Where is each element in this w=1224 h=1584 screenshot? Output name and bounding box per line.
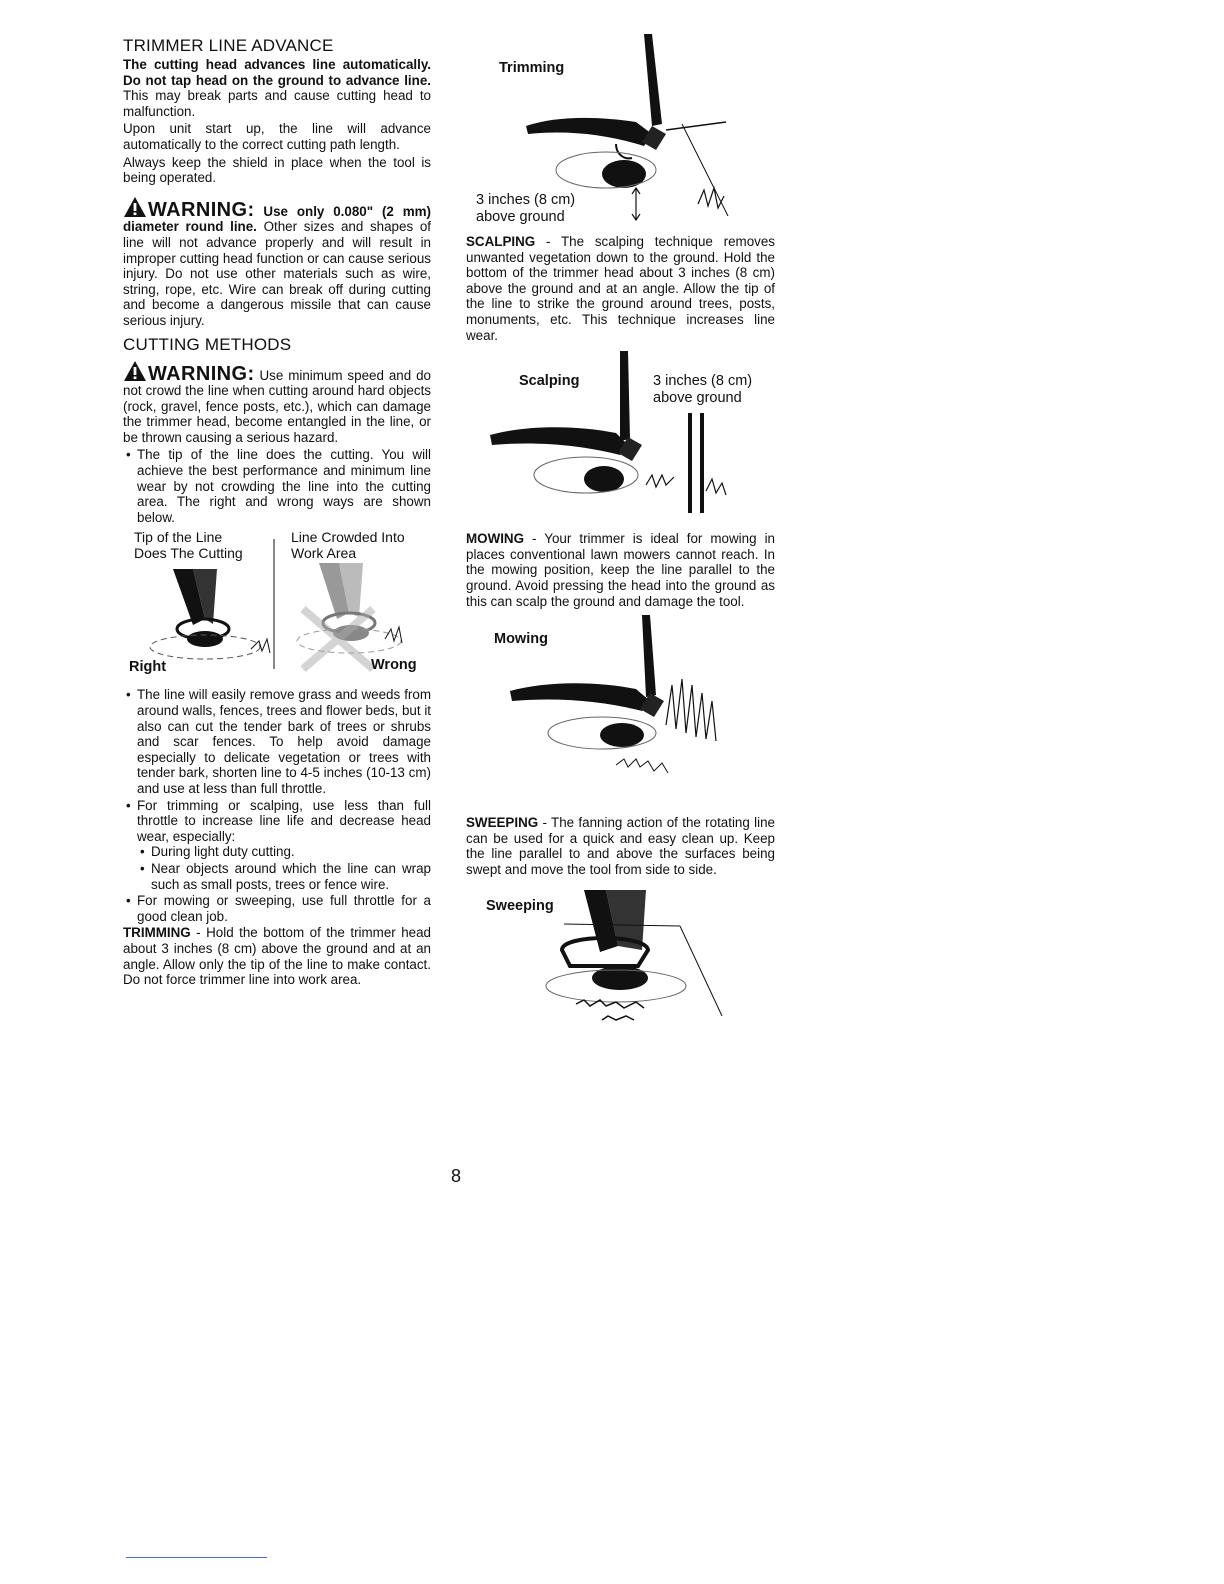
figure-label-mowing: Mowing — [494, 631, 548, 648]
advance-rest-text: This may break parts and cause cutting head to malfunction. — [123, 88, 431, 119]
warning-line-size — [123, 196, 431, 329]
scalping-text: - The scalping technique removes unwanted vegetation down to the ground. Hold the bottom of the trimmer head about 3 inches (8 cm) above the ground and at an angle. Allow the tip of the line to strike the ground around trees, posts, monuments, etc. This technique increases line wear. — [466, 234, 775, 343]
string-trimmer-icon — [510, 615, 716, 773]
sub-list-item: • During light duty cutting. — [137, 844, 431, 860]
page-number: 8 — [451, 1166, 462, 1186]
caption-line: Tip of the Line — [134, 529, 223, 546]
left-column — [123, 36, 431, 990]
trimmer-head-right-icon — [150, 569, 270, 659]
warning-label: WARNING: — [148, 198, 255, 221]
figure-scalping — [466, 351, 775, 527]
mowing-illustration — [466, 615, 775, 811]
paragraph-advance-warning — [123, 57, 431, 119]
advance-bold-text: The cutting head advances line automatically. Do not tap head on the ground to advance line. — [123, 57, 431, 88]
paragraph-sweeping — [466, 815, 775, 877]
wrong-label: Wrong — [371, 657, 417, 674]
mowing-text: - Your trimmer is ideal for mowing in places conventional lawn mowers cannot reach. In the mowing position, keep the line parallel to the ground. Avoid pressing the head into the ground as this can scalp the ground and damage the tool. — [466, 531, 775, 609]
warning-bold-text: Use only 0.080" (2 mm) diameter round line. — [123, 203, 431, 235]
warning-triangle-icon — [123, 360, 147, 382]
right-label: Right — [129, 659, 167, 676]
figure-label-scalping: Scalping — [519, 373, 580, 390]
section-title-cutting-methods: CUTTING METHODS — [123, 334, 292, 354]
string-trimmer-icon — [546, 890, 722, 1020]
trimming-text: - Hold the bottom of the trimmer head about 3 inches (8 cm) above the ground and at an angle. Allow only the tip of the line to make contact. Do not force trimmer line into work area. — [123, 925, 431, 988]
figure-mowing — [466, 615, 775, 811]
right-column — [466, 34, 775, 1060]
caption-line: Work Area — [291, 545, 357, 562]
paragraph-shield: Always keep the shield in place when the tool is being operated. — [123, 154, 431, 186]
sub-bullet-list — [137, 844, 431, 892]
warning-triangle-icon — [123, 196, 147, 218]
paragraph-trimming — [123, 925, 431, 987]
figure-right-wrong — [123, 529, 431, 679]
figure-label-sweeping: Sweeping — [486, 897, 554, 914]
list-item: • The tip of the line does the cutting. You will achieve the best performance and minimum line wear by not crowding the line into the cutting area. The right and wrong ways are shown below. — [123, 447, 431, 525]
note-line: 3 inches (8 cm) — [653, 373, 753, 390]
string-trimmer-icon — [490, 351, 726, 513]
trimming-height-note — [476, 192, 575, 226]
warning-rest-text: Use minimum speed and do not crowd the line when cutting around hard objects (rock, gravel, fence posts, etc.), which can damage the trimmer head, become entangled in the line, or be thrown causing a serious hazard. — [123, 367, 431, 445]
figure-label-trimming: Trimming — [499, 60, 565, 76]
list-item: • For mowing or sweeping, use full throttle for a good clean job. — [123, 893, 431, 924]
note-line: above ground — [476, 209, 565, 225]
caption-line: Line Crowded Into — [291, 529, 405, 546]
sub-list-item: • Near objects around which the line can wrap such as small posts, trees or fence wire. — [137, 861, 431, 892]
footer-divider — [126, 1557, 267, 1558]
trimmer-head-wrong-icon — [297, 563, 402, 669]
figure-trimming — [466, 34, 775, 230]
figure-sweeping — [466, 890, 775, 1060]
scalping-label: SCALPING — [466, 234, 536, 249]
sweeping-label: SWEEPING — [466, 815, 539, 831]
sweeping-text: - The fanning action of the rotating line can be used for a quick and easy clean up. Keep the line parallel to and above the surfaces being swept and move the tool from side to side. — [466, 815, 775, 877]
paragraph-start-up: Upon unit start up, the line will advance automatically to the correct cutting path length. — [123, 121, 431, 152]
list-item — [123, 798, 431, 893]
warning-rest-text: Other sizes and shapes of line will not advance properly and will result in improper cutting head function or can cause serious injury. Do not use other materials such as wire, string, rope, etc. Wire can break off during cutting and become a dangerous missile that can cause serious injury. — [123, 219, 431, 328]
warning-label: WARNING: — [148, 362, 255, 385]
bullet-list-tip — [123, 447, 431, 525]
scalping-illustration — [466, 351, 775, 527]
trimming-label: TRIMMING — [123, 925, 191, 941]
section-title-trimmer-line-advance: TRIMMER LINE ADVANCE — [123, 36, 334, 55]
warning-minimum-speed — [123, 360, 431, 446]
paragraph-mowing — [466, 531, 775, 609]
mowing-label: MOWING — [466, 531, 525, 547]
list-item: • The line will easily remove grass and weeds from around walls, fences, trees and flower beds, but it also can cut the tender bark of trees or shrubs and scar fences. To help avoid damage especially to delicate vegetation or trees with tender bark, shorten line to 4-5 inches (10-13 cm) and use at less than full throttle. — [123, 687, 431, 796]
paragraph-scalping — [466, 234, 775, 343]
bullet-list-methods — [123, 687, 431, 924]
list-item-text: For trimming or scalping, use less than full throttle to increase line life and decrease head wear, especially: — [137, 797, 431, 844]
note-line: 3 inches (8 cm) — [476, 192, 576, 208]
caption-line: Does The Cutting — [134, 545, 243, 562]
sweeping-illustration — [466, 890, 775, 1060]
note-line: above ground — [653, 390, 742, 407]
